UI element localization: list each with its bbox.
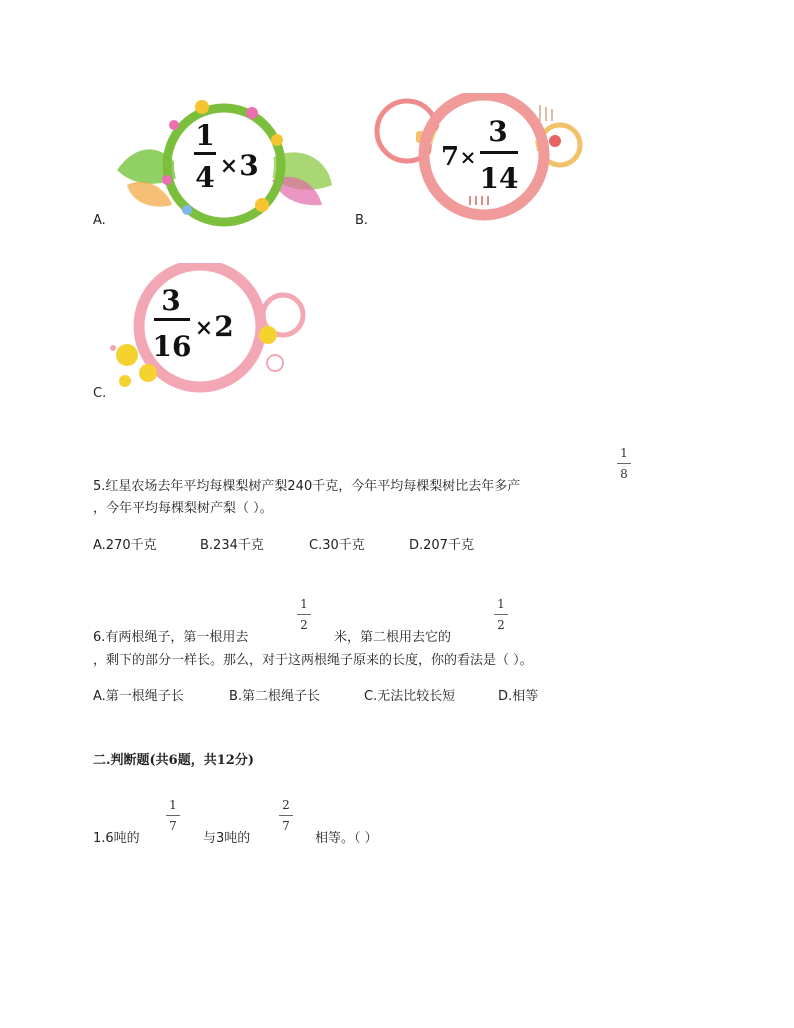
q6-choice-b[interactable]: B.第二根绳子长 xyxy=(229,689,321,704)
q5-choice-a[interactable]: A.270千克 xyxy=(93,538,157,553)
j1-fraction1-numerator: 1 xyxy=(169,798,177,812)
q5-choice-d[interactable]: D.207千克 xyxy=(409,538,474,553)
q6-fraction2-denominator: 2 xyxy=(497,618,505,632)
q5-fraction-denominator: 8 xyxy=(620,467,628,481)
option-c-factor: 2 xyxy=(214,310,234,343)
option-b-whole: 7 xyxy=(440,142,460,172)
option-b-card xyxy=(372,93,590,225)
fraction-bar xyxy=(494,614,508,615)
option-b-operator: × xyxy=(459,145,477,169)
option-c-numerator: 3 xyxy=(161,284,181,317)
option-b-numerator: 3 xyxy=(488,115,508,148)
j1-fraction2-numerator: 2 xyxy=(282,798,290,812)
q6-text-part1: 6.有两根绳子，第一根用去 xyxy=(93,630,249,645)
q6-choice-d[interactable]: D.相等 xyxy=(498,689,539,704)
option-a-numerator: 1 xyxy=(195,119,215,152)
option-c-denominator: 16 xyxy=(152,330,192,363)
q6-fraction1 xyxy=(297,597,311,632)
option-b-denominator: 14 xyxy=(479,162,519,195)
option-c-operator: × xyxy=(194,315,214,341)
q6-fraction1-numerator: 1 xyxy=(300,597,308,611)
q5-fraction-numerator: 1 xyxy=(620,446,628,460)
q6-fraction1-denominator: 2 xyxy=(300,618,308,632)
j1-fraction2 xyxy=(279,798,293,833)
fraction-bar xyxy=(166,815,180,816)
q5-choice-b[interactable]: B.234千克 xyxy=(200,538,264,553)
option-c-card xyxy=(105,263,310,393)
option-a-factor: 3 xyxy=(239,149,259,182)
q5-text-line1: 5.红星农场去年平均每棵梨树产梨240千克，今年平均每棵梨树比去年多产 xyxy=(93,479,521,494)
fraction-bar xyxy=(617,463,631,464)
j1-text-part2: 与3吨的 xyxy=(203,831,251,846)
option-c-label[interactable]: C. xyxy=(93,386,107,401)
pink-circles-image xyxy=(105,263,310,393)
fraction-bar xyxy=(297,614,311,615)
j1-fraction2-denominator: 7 xyxy=(282,819,290,833)
q6-fraction2-numerator: 1 xyxy=(497,597,505,611)
j1-text-part1: 1.6吨的 xyxy=(93,831,140,846)
option-b-label[interactable]: B. xyxy=(355,213,369,228)
q6-choice-c[interactable]: C.无法比较长短 xyxy=(364,689,456,704)
pink-circles-image xyxy=(372,93,590,225)
q6-text-line2: ，剩下的部分一样长。那么，对于这两根绳子原来的长度，你的看法是（ ）。 xyxy=(93,653,533,668)
q5-fraction xyxy=(617,446,631,481)
j1-fraction1-denominator: 7 xyxy=(169,819,177,833)
q5-choice-c[interactable]: C.30千克 xyxy=(309,538,365,553)
option-a-label[interactable]: A. xyxy=(93,213,106,228)
option-a-denominator: 4 xyxy=(195,161,215,194)
q6-fraction2 xyxy=(494,597,508,632)
j1-fraction1 xyxy=(166,798,180,833)
fraction-bar xyxy=(279,815,293,816)
q5-text-line2: ，今年平均每棵梨树产梨（ ）。 xyxy=(93,501,273,516)
option-a-operator: × xyxy=(219,153,239,179)
j1-text-part3: 相等。（ ） xyxy=(315,831,378,846)
q6-text-part2: 米，第二根用去它的 xyxy=(334,630,452,645)
section-title: 二.判断题(共6题，共12分) xyxy=(93,753,254,768)
flower-wreath-image xyxy=(112,95,337,227)
option-a-card xyxy=(112,95,337,227)
q6-choice-a[interactable]: A.第一根绳子长 xyxy=(93,689,184,704)
